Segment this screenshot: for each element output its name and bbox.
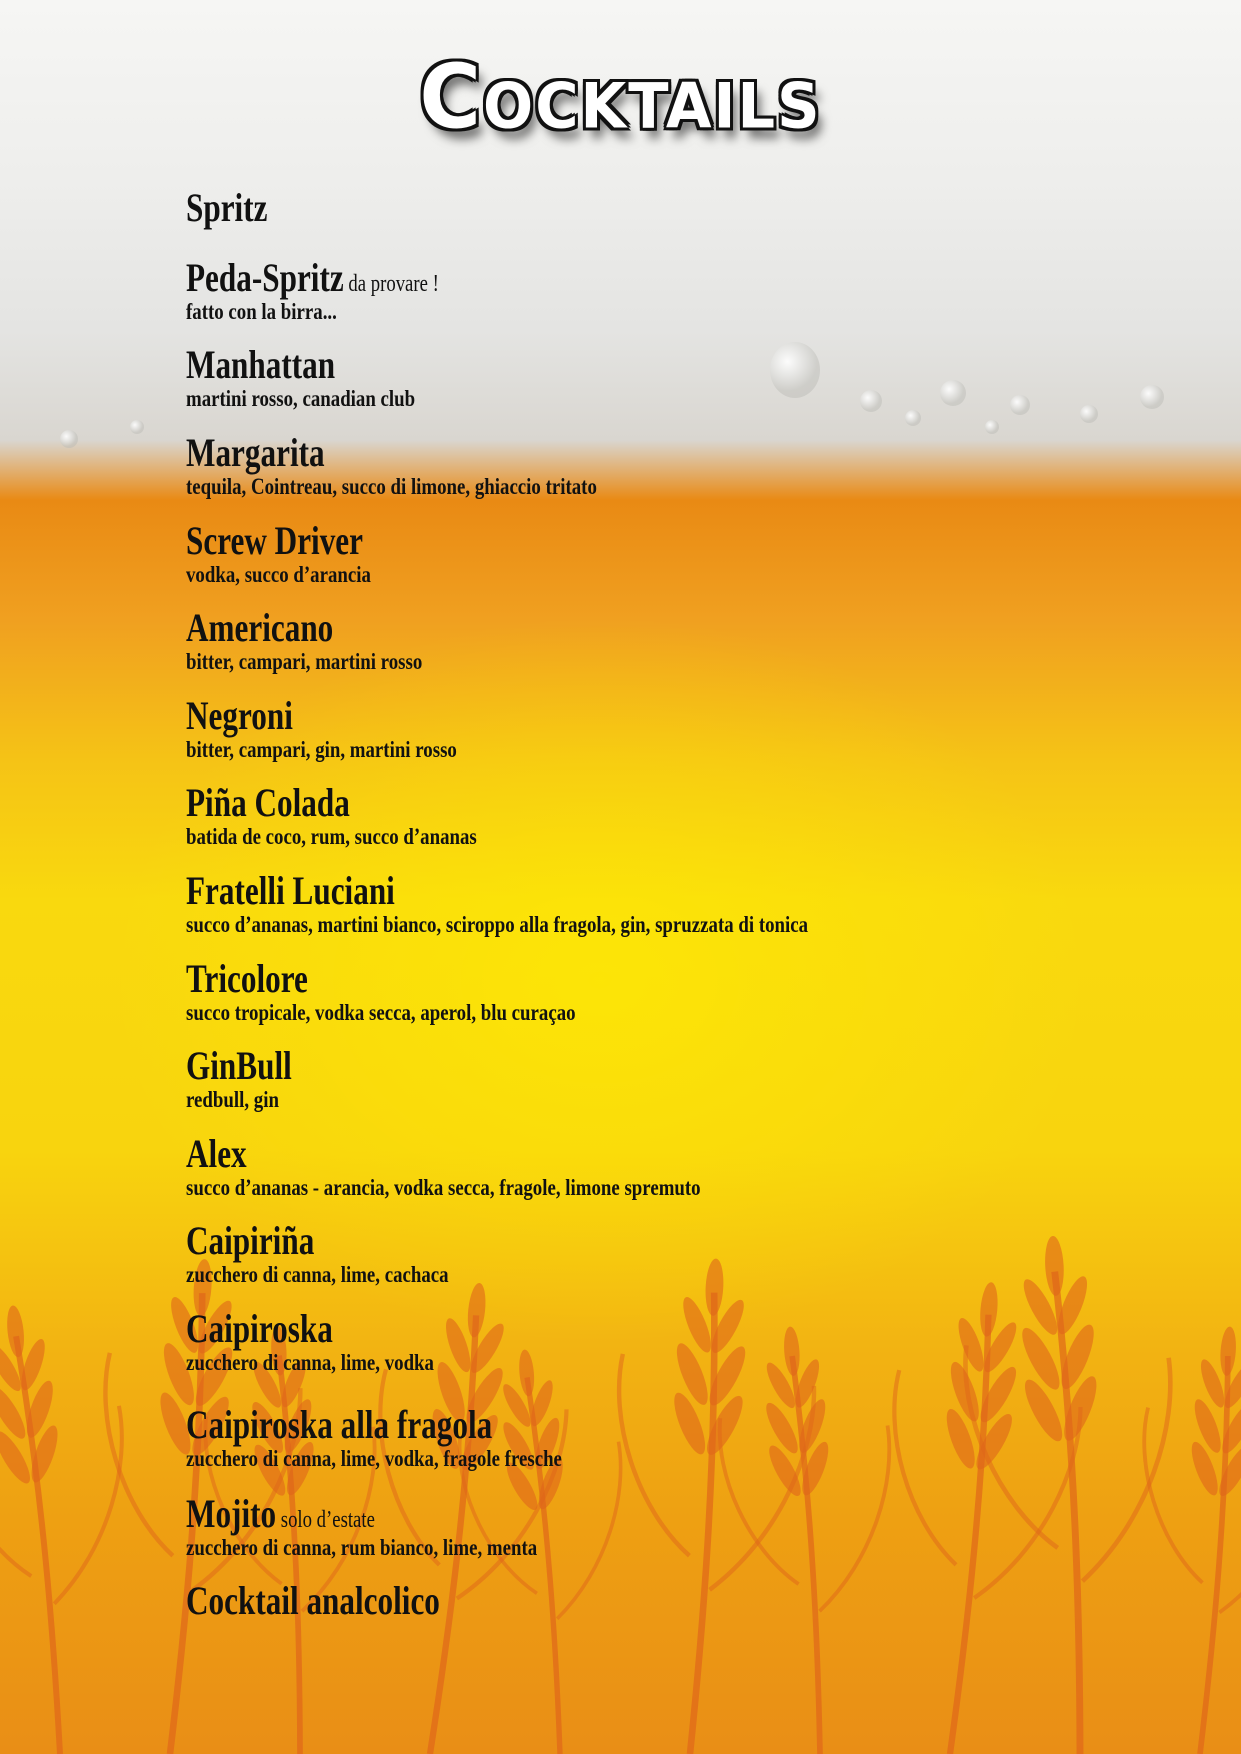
cocktail-name: Americano [186,605,334,650]
cocktail-item [186,1218,506,1287]
foam-bubble [60,430,78,448]
cocktail-name: Fratelli Luciani [186,868,395,913]
cocktail-item [186,605,474,674]
cocktail-item [186,1402,644,1471]
cocktail-name: Mojito solo d’estate [186,1491,375,1536]
foam-bubble [985,420,999,434]
cocktail-item [186,780,541,849]
foam-bubble [1140,385,1164,409]
cocktail-name: Caipiroska [186,1306,333,1351]
cocktail-ingredients: fatto con la birra... [186,299,337,324]
cocktail-ingredients: zucchero di canna, lime, vodka, fragole fresche [186,1446,562,1471]
cocktail-ingredients: zucchero di canna, lime, cachaca [186,1262,449,1287]
foam-bubble [130,420,144,434]
cocktail-item [186,342,465,411]
cocktail-ingredients: bitter, campari, gin, martini rosso [186,737,457,762]
cocktail-ingredients: zucchero di canna, rum bianco, lime, menta [186,1535,538,1560]
cocktail-name: Caipiriña [186,1218,315,1263]
cocktail-ingredients: succo d’ananas - arancia, vodka secca, fragole, limone spremuto [186,1175,701,1200]
cocktail-item [186,185,290,230]
cocktail-name: Cocktail analcolico [186,1578,440,1623]
cocktail-item [186,1131,814,1200]
cocktail-item [186,693,516,762]
foam-bubble [905,410,921,426]
cocktail-name: Tricolore [186,956,308,1001]
cocktail-name: Caipiroska alla fragola [186,1402,493,1447]
page-title: Cocktails [419,45,822,149]
foam-bubble [1010,395,1030,415]
cocktail-item [186,1043,322,1112]
cocktail-name: Piña Colada [186,780,350,825]
cocktail-name: Spritz [186,185,268,230]
cocktail-name: GinBull [186,1043,292,1088]
cocktail-ingredients: redbull, gin [186,1087,279,1112]
cocktail-ingredients: vodka, succo d’arancia [186,562,371,587]
cocktail-item [186,1306,488,1375]
cocktail-item [186,1491,614,1560]
cocktail-name: Margarita [186,430,325,475]
cocktail-ingredients: succo tropicale, vodka secca, aperol, blu curaçao [186,1000,576,1025]
cocktail-name: Peda-Spritz da provare ! [186,255,439,300]
cocktail-item [186,518,413,587]
cocktail-item [186,255,510,324]
cocktail-name: Negroni [186,693,293,738]
cocktail-item [186,430,687,499]
cocktail-ingredients: martini rosso, canadian club [186,386,416,411]
cocktail-ingredients: tequila, Cointreau, succo di limone, ghiaccio tritato [186,474,597,499]
cocktail-item [186,956,661,1025]
cocktail-item [186,1578,512,1623]
cocktail-ingredients: bitter, campari, martini rosso [186,649,423,674]
cocktail-name: Alex [186,1131,247,1176]
cocktail-ingredients: zucchero di canna, lime, vodka [186,1350,434,1375]
cocktail-name: Screw Driver [186,518,364,563]
foam-bubble [860,390,882,412]
cocktail-ingredients: batida de coco, rum, succo d’ananas [186,824,477,849]
cocktail-ingredients: succo d’ananas, martini bianco, sciroppo alla fragola, gin, spruzzata di tonica [186,912,809,937]
foam-bubble [770,342,820,398]
cocktail-item [186,868,945,937]
cocktail-name: Manhattan [186,342,336,387]
foam-bubble [940,380,966,406]
foam-bubble [1080,405,1098,423]
